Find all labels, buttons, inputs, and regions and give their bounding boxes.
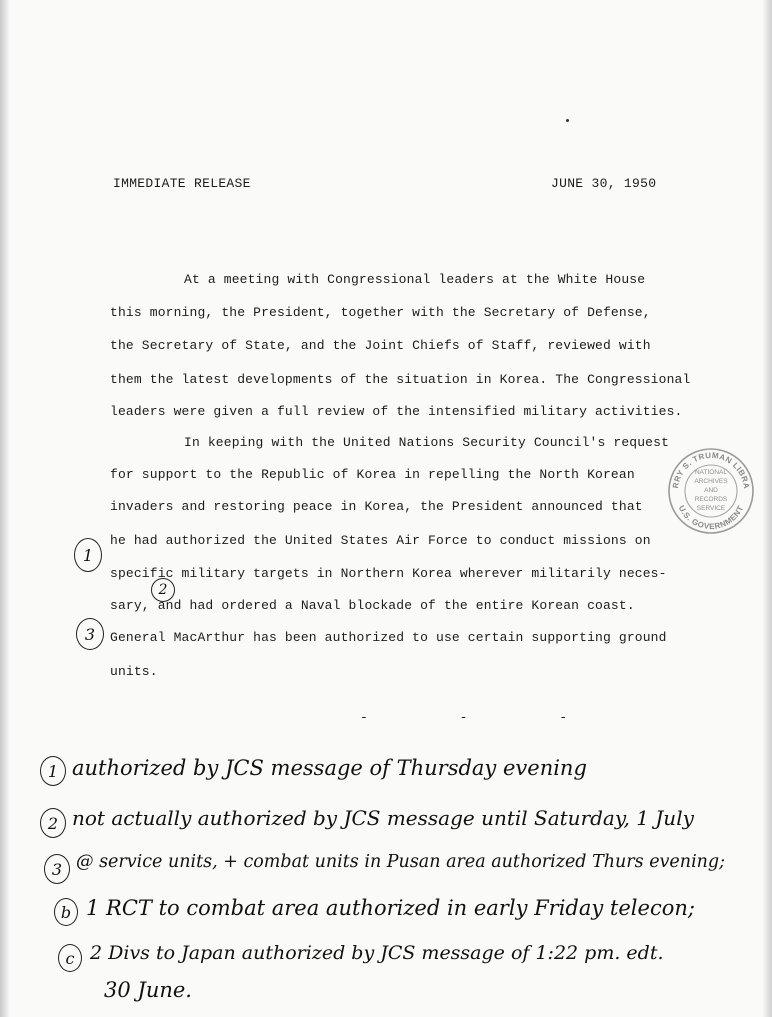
body-line: leaders were given a full review of the intensified military activities. bbox=[110, 404, 683, 419]
body-line: he had authorized the United States Air Force to conduct missions on bbox=[110, 533, 651, 548]
body-line: them the latest developments of the situation in Korea. The Congressional bbox=[110, 372, 691, 387]
handwritten-note: not actually authorized by JCS message until Saturday, 1 July bbox=[72, 806, 694, 830]
section-separator: - - - bbox=[360, 710, 610, 725]
archive-stamp bbox=[666, 446, 756, 536]
stamp-core bbox=[690, 468, 732, 513]
note-marker: c bbox=[58, 944, 82, 972]
margin-mark-1: 1 bbox=[74, 538, 102, 572]
ink-speck bbox=[566, 119, 569, 122]
handwritten-note: 30 June. bbox=[104, 978, 192, 1002]
note-marker: 3 bbox=[44, 854, 70, 884]
body-line: In keeping with the United Nations Security Council's request bbox=[184, 435, 670, 450]
stamp-ring-top-text: RRY S. TRUMAN LIBRA bbox=[671, 450, 752, 490]
release-label: IMMEDIATE RELEASE bbox=[113, 176, 251, 191]
body-line: the Secretary of State, and the Joint Chiefs of Staff, reviewed with bbox=[110, 338, 651, 353]
body-line: this morning, the President, together with the Secretary of Defense, bbox=[110, 305, 651, 320]
note-marker: 1 bbox=[40, 756, 66, 786]
handwritten-note: authorized by JCS message of Thursday evening bbox=[72, 756, 587, 780]
body-line: for support to the Republic of Korea in repelling the North Korean bbox=[110, 467, 635, 482]
stamp-core-line: SERVICE bbox=[696, 505, 726, 512]
stamp-core-line: RECORDS bbox=[694, 496, 728, 503]
stamp-core-line: NATIONAL bbox=[694, 469, 728, 476]
body-line: sary, and had ordered a Naval blockade of the entire Korean coast. bbox=[110, 598, 635, 613]
note-marker: b bbox=[54, 898, 78, 926]
release-date: JUNE 30, 1950 bbox=[551, 176, 657, 191]
handwritten-note: @ service units, + combat units in Pusan area authorized Thurs evening; bbox=[76, 852, 726, 872]
body-line: At a meeting with Congressional leaders at the White House bbox=[184, 272, 646, 287]
margin-mark-2: 2 bbox=[151, 578, 175, 602]
page-right-edge-shadow bbox=[762, 0, 772, 1017]
note-marker: 2 bbox=[40, 808, 66, 838]
body-line: units. bbox=[110, 664, 158, 679]
body-line: specific military targets in Northern Korea wherever militarily neces- bbox=[110, 566, 667, 581]
margin-mark-3: 3 bbox=[76, 618, 104, 650]
page-left-edge-shadow bbox=[0, 0, 10, 1017]
body-line: General MacArthur has been authorized to use certain supporting ground bbox=[110, 630, 667, 645]
body-line: invaders and restoring peace in Korea, the President announced that bbox=[110, 499, 643, 514]
handwritten-note: 1 RCT to combat area authorized in early Friday telecon; bbox=[86, 896, 695, 920]
stamp-core-line: ARCHIVES AND bbox=[694, 478, 728, 494]
handwritten-note: 2 Divs to Japan authorized by JCS message of 1:22 pm. edt. bbox=[90, 942, 664, 964]
stamp-ring-bottom-text: U.S. GOVERNMENT bbox=[676, 504, 746, 532]
